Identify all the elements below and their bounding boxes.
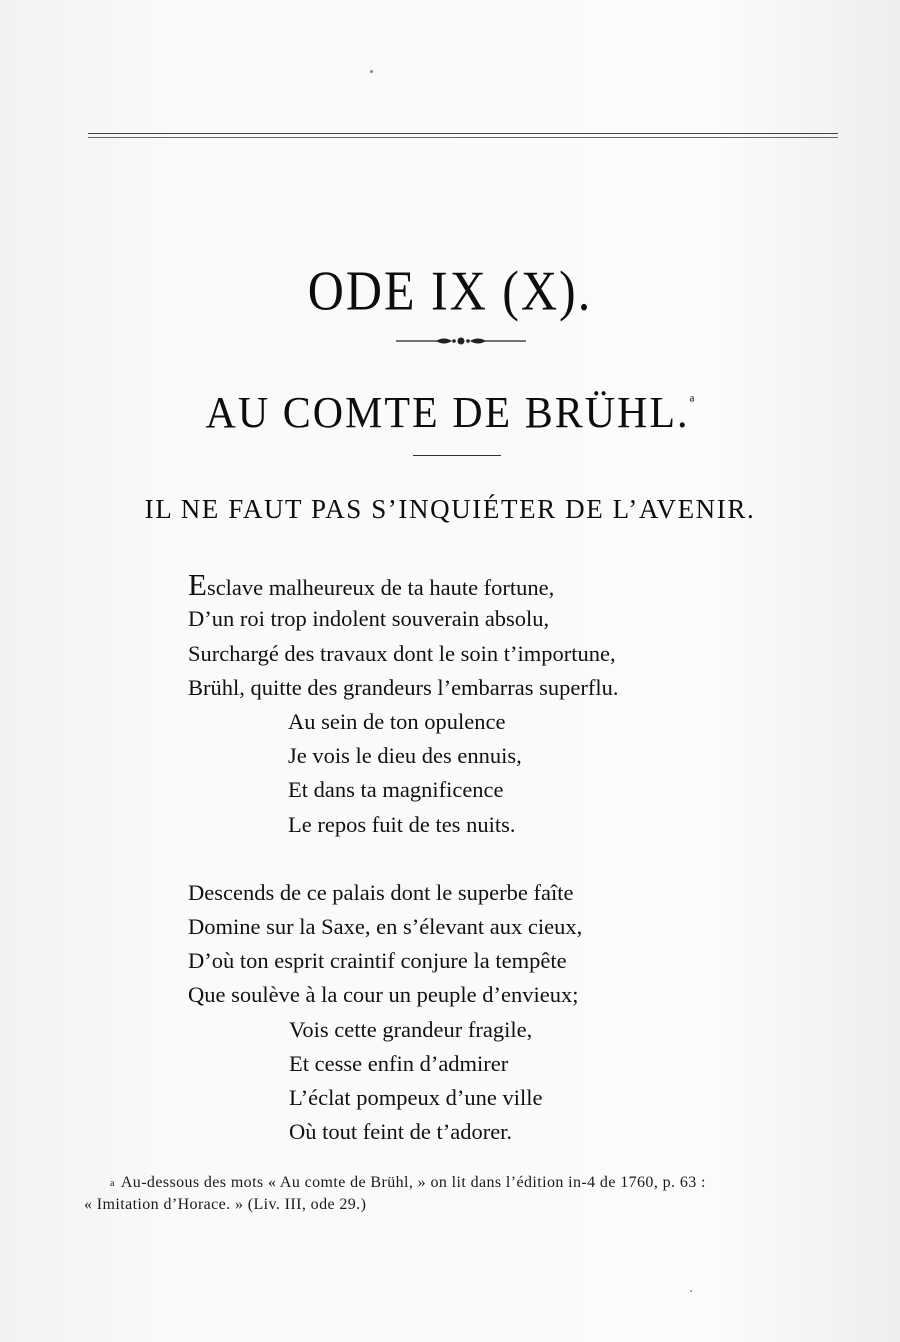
short-rule <box>413 455 501 456</box>
verse-line: Domine sur la Saxe, en s’élevant aux cieux, <box>188 914 583 939</box>
verse-line: Vois cette grandeur fragile, <box>289 1017 533 1042</box>
dedication-text: AU COMTE DE BRÜHL. <box>205 389 690 438</box>
ornament-divider-icon <box>396 334 526 348</box>
paper-speck <box>370 70 373 73</box>
header-double-rule <box>88 133 838 138</box>
ode-argument-heading: IL NE FAUT PAS S’INQUIÉTER DE L’AVENIR. <box>144 494 756 524</box>
verse-line: D’un roi trop indolent souverain absolu, <box>188 606 550 631</box>
footnote-line-1: $^a$ Au-dessous des mots « Au comte de Brühl, » on lit dans l’édition in-4 de 1760, p. 63 : <box>110 1174 706 1191</box>
footnote-reference: a <box>689 392 695 405</box>
verse-line: Et cesse enfin d’admirer <box>289 1051 509 1076</box>
ode-dedication <box>0 388 900 438</box>
verse-line: Surchargé des travaux dont le soin t’importune, <box>188 641 616 666</box>
footnote-marker: a <box>110 1178 115 1189</box>
verse-line: Que soulève à la cour un peuple d’envieux; <box>188 982 579 1007</box>
verse-line: Esclave malheureux de ta haute fortune, <box>188 567 555 602</box>
verse-line: D’où ton esprit craintif conjure la tempête <box>188 948 567 973</box>
footnote-line-2: « Imitation d’Horace. » (Liv. III, ode 29.) <box>84 1196 367 1213</box>
paper-speck <box>690 1290 692 1292</box>
verse-line: Au sein de ton opulence <box>288 709 506 734</box>
verse-line: Où tout feint de t’adorer. <box>289 1119 513 1144</box>
verse-line: Descends de ce palais dont le superbe faîte <box>188 880 574 905</box>
verse-line: L’éclat pompeux d’une ville <box>289 1085 543 1110</box>
ode-title: ODE IX (X). <box>307 259 593 322</box>
verse-line: Le repos fuit de tes nuits. <box>288 812 516 837</box>
verse-line: Brühl, quitte des grandeurs l’embarras superflu. <box>188 675 619 700</box>
footnote <box>84 1172 844 1216</box>
verse-line: Et dans ta magnificence <box>288 777 504 802</box>
verse-line: Je vois le dieu des ennuis, <box>288 743 522 768</box>
drop-cap: E <box>188 567 207 602</box>
